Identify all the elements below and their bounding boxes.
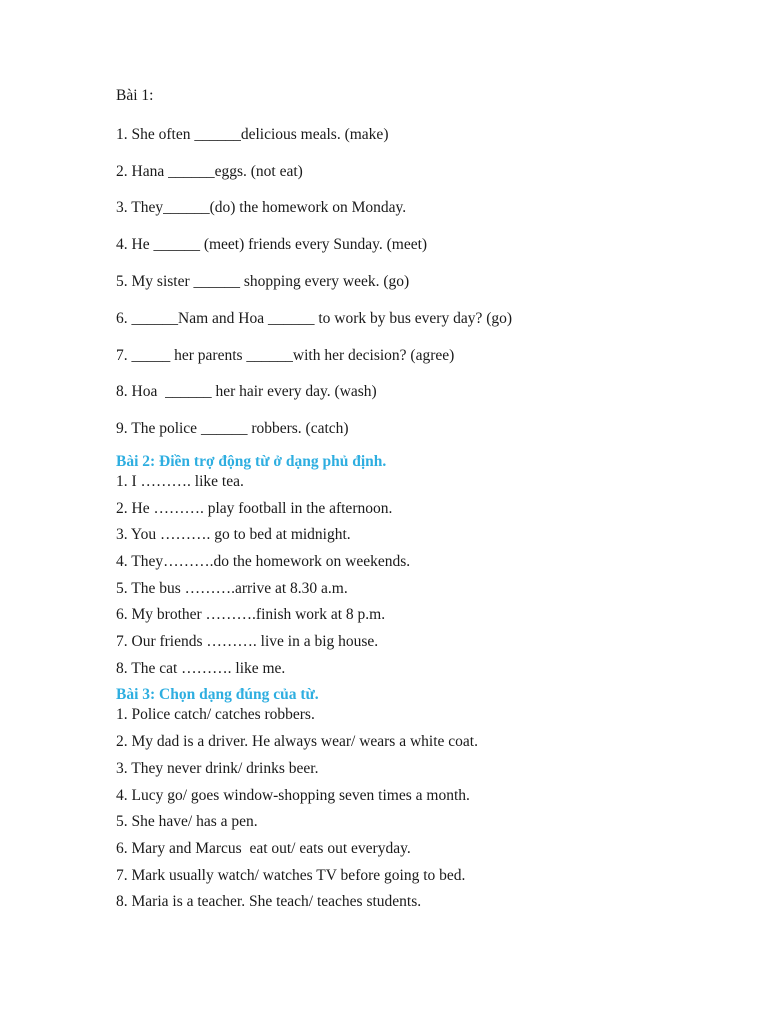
exercise-3-item-2: 2. My dad is a driver. He always wear/ wears a white coat. (116, 733, 478, 751)
exercise-2-item-8: 8. The cat ………. like me. (116, 659, 286, 677)
exercise-2-item-1: 1. I ………. like tea. (116, 472, 244, 490)
exercise-1-item-8: 8. Hoa ______ her hair every day. (wash) (116, 383, 377, 401)
worksheet (116, 86, 736, 919)
exercise-1-title: Bài 1: (116, 87, 154, 104)
exercise-3-item-3: 3. They never drink/ drinks beer. (116, 759, 319, 777)
exercise-1-item-9: 9. The police ______ robbers. (catch) (116, 420, 349, 438)
exercise-3-item-7: 7. Mark usually watch/ watches TV before going to bed. (116, 866, 466, 884)
exercise-1-item-7: 7. _____ her parents ______with her decision? (agree) (116, 346, 455, 364)
exercise-2 (116, 452, 736, 679)
exercise-3-item-1: 1. Police catch/ catches robbers. (116, 706, 315, 724)
exercise-3-item-8: 8. Maria is a teacher. She teach/ teaches students. (116, 893, 422, 911)
exercise-2-title: Bài 2: Điền trợ động từ ở dạng phủ định. (116, 452, 387, 470)
exercise-1 (116, 86, 736, 439)
exercise-1-item-1: 1. She often ______delicious meals. (make) (116, 125, 389, 143)
exercise-2-item-3: 3. You ………. go to bed at midnight. (116, 526, 351, 544)
exercise-2-item-2: 2. He ………. play football in the afternoon. (116, 499, 393, 517)
exercise-3-item-4: 4. Lucy go/ goes window-shopping seven times a month. (116, 786, 470, 804)
exercise-1-item-4: 4. He ______ (meet) friends every Sunday. (meet) (116, 236, 428, 254)
exercise-2-item-5: 5. The bus ……….arrive at 8.30 a.m. (116, 579, 348, 597)
exercise-2-item-6: 6. My brother ……….finish work at 8 p.m. (116, 606, 386, 624)
exercise-1-item-6: 6. ______Nam and Hoa ______ to work by bus every day? (go) (116, 309, 513, 327)
exercise-1-item-5: 5. My sister ______ shopping every week. (go) (116, 272, 410, 290)
exercise-1-item-3: 3. They______(do) the homework on Monday. (116, 199, 407, 217)
exercise-2-item-4: 4. They……….do the homework on weekends. (116, 553, 411, 571)
exercise-2-item-7: 7. Our friends ………. live in a big house. (116, 633, 379, 651)
exercise-3-item-6: 6. Mary and Marcus eat out/ eats out everyday. (116, 839, 411, 857)
exercise-3-title: Bài 3: Chọn dạng đúng của từ. (116, 686, 319, 704)
exercise-1-item-2: 2. Hana ______eggs. (not eat) (116, 162, 303, 180)
exercise-3 (116, 685, 736, 912)
exercise-3-item-5: 5. She have/ has a pen. (116, 813, 258, 831)
